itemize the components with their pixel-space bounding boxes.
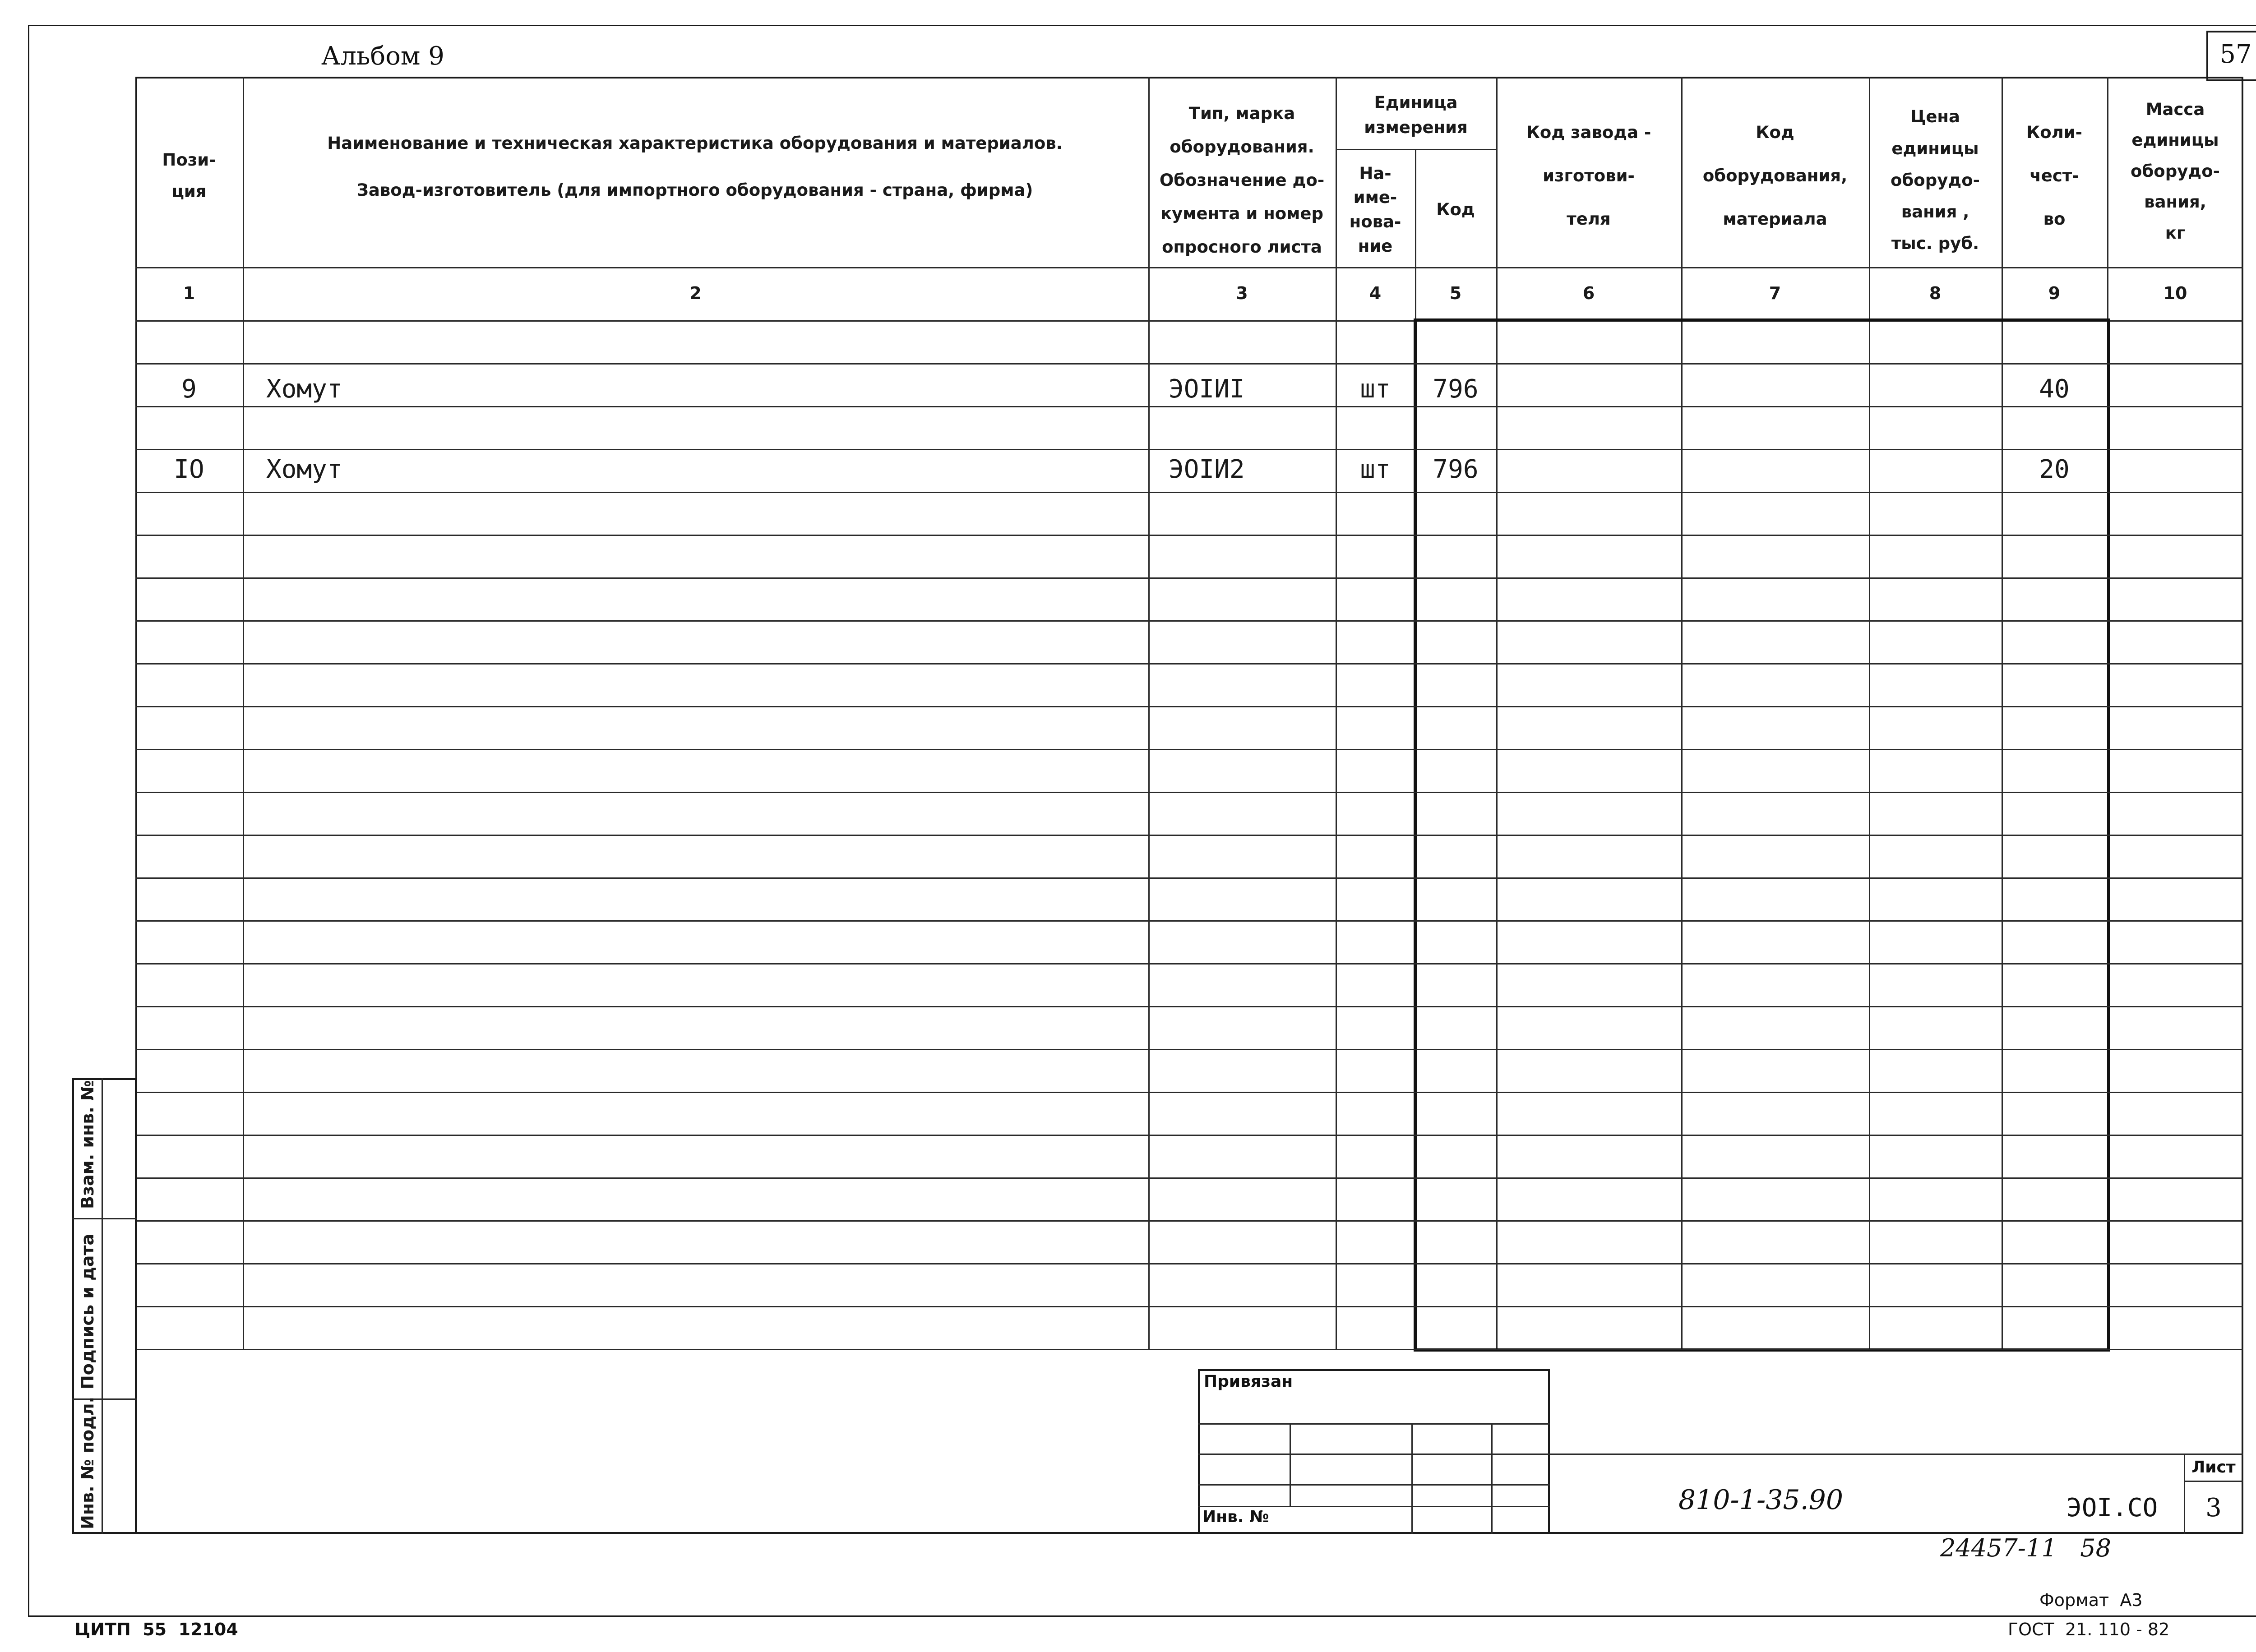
col-line-2 [1148,77,1150,1350]
colnum-2: 2 [689,283,702,303]
row-quantity: 40 [2039,374,2070,404]
row-line [135,363,2243,365]
row-unit-code: 796 [1433,455,1479,484]
footer-format: Формат А3 [2039,1590,2143,1610]
row-line [135,1306,2243,1307]
header-col-9: Коли- чест- во [2026,122,2083,229]
row-line [135,1263,2243,1264]
header-bottom-line [135,267,2243,268]
table-body-bottom [135,1349,2243,1350]
col-line-3 [1336,77,1337,1350]
row-position: 9 [181,374,197,404]
colnum-3: 3 [1236,283,1248,303]
row-quantity: 20 [2039,455,2070,484]
album-title: Альбом 9 [321,42,444,71]
row-unit-name: шт [1360,374,1391,404]
colnum-8: 8 [1929,283,1942,303]
header-col-3: Тип, марка оборудования. Обозначение до- кумента и номер опросного листа [1159,104,1325,257]
row-line [135,620,2243,622]
row-line [135,706,2243,707]
row-line [135,1049,2243,1050]
footer-gost: ГОСТ 21. 110 - 82 [2008,1620,2170,1639]
colnum-5: 5 [1449,283,1462,303]
header-col-7: Код оборудования, материала [1702,122,1848,229]
colnum-1: 1 [183,283,195,303]
footer-citp: ЦИТП 55 12104 [74,1620,238,1639]
row-line [135,963,2243,964]
stamp-sheet-label: Лист [2191,1458,2236,1477]
header-col-1: Пози- ция [162,150,216,201]
row-line [135,577,2243,579]
col-line-1 [243,77,244,1350]
row-line [135,535,2243,536]
side-label-original-inv: Инв. № подл. [78,1396,97,1529]
page-number: 57 [2219,40,2252,69]
row-type: ЭОIИ2 [1169,455,1245,484]
row-position: IO [174,455,204,484]
side-strip-line-1 [72,1218,137,1219]
stamp-inv-label: Инв. № [1202,1508,1269,1526]
stamp-line-4 [1198,1506,1550,1507]
header-col-2: Наименование и техническая характеристика оборудования и материалов. Завод-изготовитель (для импортного оборудования - страна, фирма) [327,134,1063,200]
stamp-line-3 [1198,1484,1550,1486]
row-type: ЭОIИI [1169,374,1245,404]
row-line [135,1220,2243,1222]
row-line [135,920,2243,922]
stamp-line-1 [1198,1423,1550,1425]
row-line [135,492,2243,493]
colnum-10: 10 [2163,283,2187,303]
header-unit-group: Единица измерения [1364,92,1468,137]
stamp-privyazan-label: Привязан [1204,1372,1293,1391]
stamp-right-top-line [1550,1454,2243,1455]
row-line [135,1006,2243,1007]
stamp-vline-2 [1411,1423,1413,1534]
row-line [135,406,2243,407]
row-line [135,835,2243,836]
row-name: Хомут [266,374,342,404]
side-label-signature-date: Подпись и дата [78,1233,97,1389]
row-unit-code: 796 [1433,374,1479,404]
colnum-6: 6 [1582,283,1595,303]
row-line [135,749,2243,750]
stamp-doc-code: ЭОI.CO [2066,1493,2158,1523]
stamp-vline-1 [1290,1423,1291,1506]
stamp-sheet-number: 3 [2205,1493,2222,1523]
row-name: Хомут [266,455,342,484]
header-col-10: Масса единицы оборудо- вания, кг [2131,99,2220,243]
colnum-9: 9 [2048,283,2061,303]
stamp-project-code: 810-1-35.90 [1678,1484,1844,1516]
row-line [135,792,2243,793]
stamp-sheet-hline [2184,1481,2243,1482]
colnum-7: 7 [1769,283,1781,303]
row-line [135,663,2243,664]
side-strip-inner [102,1078,103,1534]
row-line [135,1177,2243,1179]
stamp-vline-3 [1491,1423,1493,1534]
colnum-4: 4 [1369,283,1382,303]
header-col-6: Код завода - изготови- теля [1526,122,1651,229]
row-line [135,1135,2243,1136]
row-unit-name: шт [1360,455,1391,484]
header-col-4: На- име- нова- ние [1349,163,1401,256]
side-label-replace-inv: Взам. инв. № [78,1080,97,1209]
header-col-5: Код [1436,199,1475,219]
row-line [135,877,2243,879]
stamp-line-2 [1198,1454,1550,1455]
header-col-8: Цена единицы оборудо- вания , тыс. руб. [1891,107,1980,254]
row-line [135,1092,2243,1093]
row-line [135,449,2243,450]
handwritten-note: 24457-11 58 [1940,1534,2111,1562]
